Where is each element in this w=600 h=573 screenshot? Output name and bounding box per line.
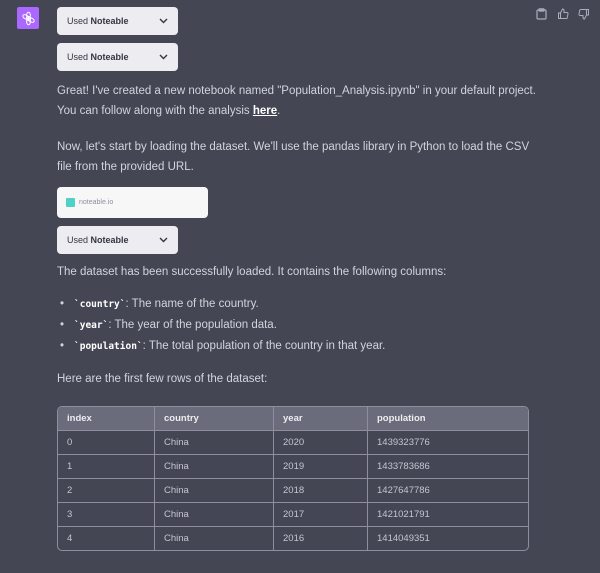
table-cell: 1414049351 [377, 533, 430, 544]
plugin-call-toggle[interactable] [57, 7, 178, 35]
message-actions [535, 7, 590, 20]
table-cell: 1427647786 [368, 479, 528, 503]
table-cell: 4 [58, 527, 155, 550]
column-header: population [368, 407, 528, 431]
column-header: year [274, 407, 368, 431]
plugin-call-label: Used Noteable [67, 52, 129, 62]
columns-list [57, 294, 537, 357]
thumbs-down-icon[interactable] [577, 7, 590, 20]
chevron-down-icon [159, 237, 168, 243]
table-cell: 1433783686 [368, 455, 528, 479]
noteable-link-card[interactable] [57, 187, 208, 218]
table-row [58, 503, 528, 527]
table-cell: 0 [58, 431, 155, 455]
message-paragraph: The dataset has been successfully loaded. It contains the following columns: [57, 266, 447, 278]
column-header: index [58, 407, 155, 431]
list-item: • `year`: The year of the population data. [74, 315, 537, 336]
table-cell: China [155, 503, 274, 527]
assistant-message [57, 7, 537, 551]
link-card-domain: noteable.io [79, 199, 114, 206]
table-row [58, 455, 528, 479]
table-cell: 2019 [274, 455, 368, 479]
noteable-favicon-icon [66, 198, 75, 207]
plugin-call-label: Used Noteable [67, 16, 129, 26]
notebook-link[interactable]: here [252, 105, 278, 117]
table-cell: 1 [58, 455, 155, 479]
table-row [58, 527, 528, 550]
message-paragraph: Now, let's start by loading the dataset. We'll use the pandas library in Python to load the CSV file from the provided URL. [57, 141, 530, 173]
plugin-call-toggle[interactable] [57, 226, 178, 254]
assistant-avatar [17, 7, 39, 29]
list-item: • `country`: The name of the country. [74, 294, 537, 315]
table-row [58, 479, 528, 503]
table-cell: China [155, 527, 274, 550]
plugin-call-label: Used Noteable [67, 235, 129, 245]
table-cell: China [155, 479, 274, 503]
chevron-down-icon [159, 18, 168, 24]
table-cell: China [155, 455, 274, 479]
table-cell: 2017 [274, 503, 368, 527]
plugin-call-toggle[interactable] [57, 43, 178, 71]
message-paragraph: Here are the first few rows of the dataset: [57, 373, 268, 385]
chevron-down-icon [159, 54, 168, 60]
table-row [58, 431, 528, 455]
list-item: • `population`: The total population of the country in that year. [74, 336, 537, 357]
table-cell: 2020 [274, 431, 368, 455]
table-cell: 1421021791 [368, 503, 528, 527]
column-header: country [155, 407, 274, 431]
table-cell: China [155, 431, 274, 455]
table-cell: 2 [58, 479, 155, 503]
table-cell: 2018 [274, 479, 368, 503]
message-paragraph: Great! I've created a new notebook named "Population_Analysis.ipynb" in your default project. You can follow along with the analysis here. [57, 85, 536, 117]
thumbs-up-icon[interactable] [556, 7, 569, 20]
openai-logo-icon [21, 11, 36, 26]
dataset-preview-table [57, 406, 529, 551]
table-cell: 3 [58, 503, 155, 527]
table-cell: 1439323776 [368, 431, 528, 455]
table-cell: 2016 [274, 527, 368, 550]
table-header-row [58, 407, 528, 431]
